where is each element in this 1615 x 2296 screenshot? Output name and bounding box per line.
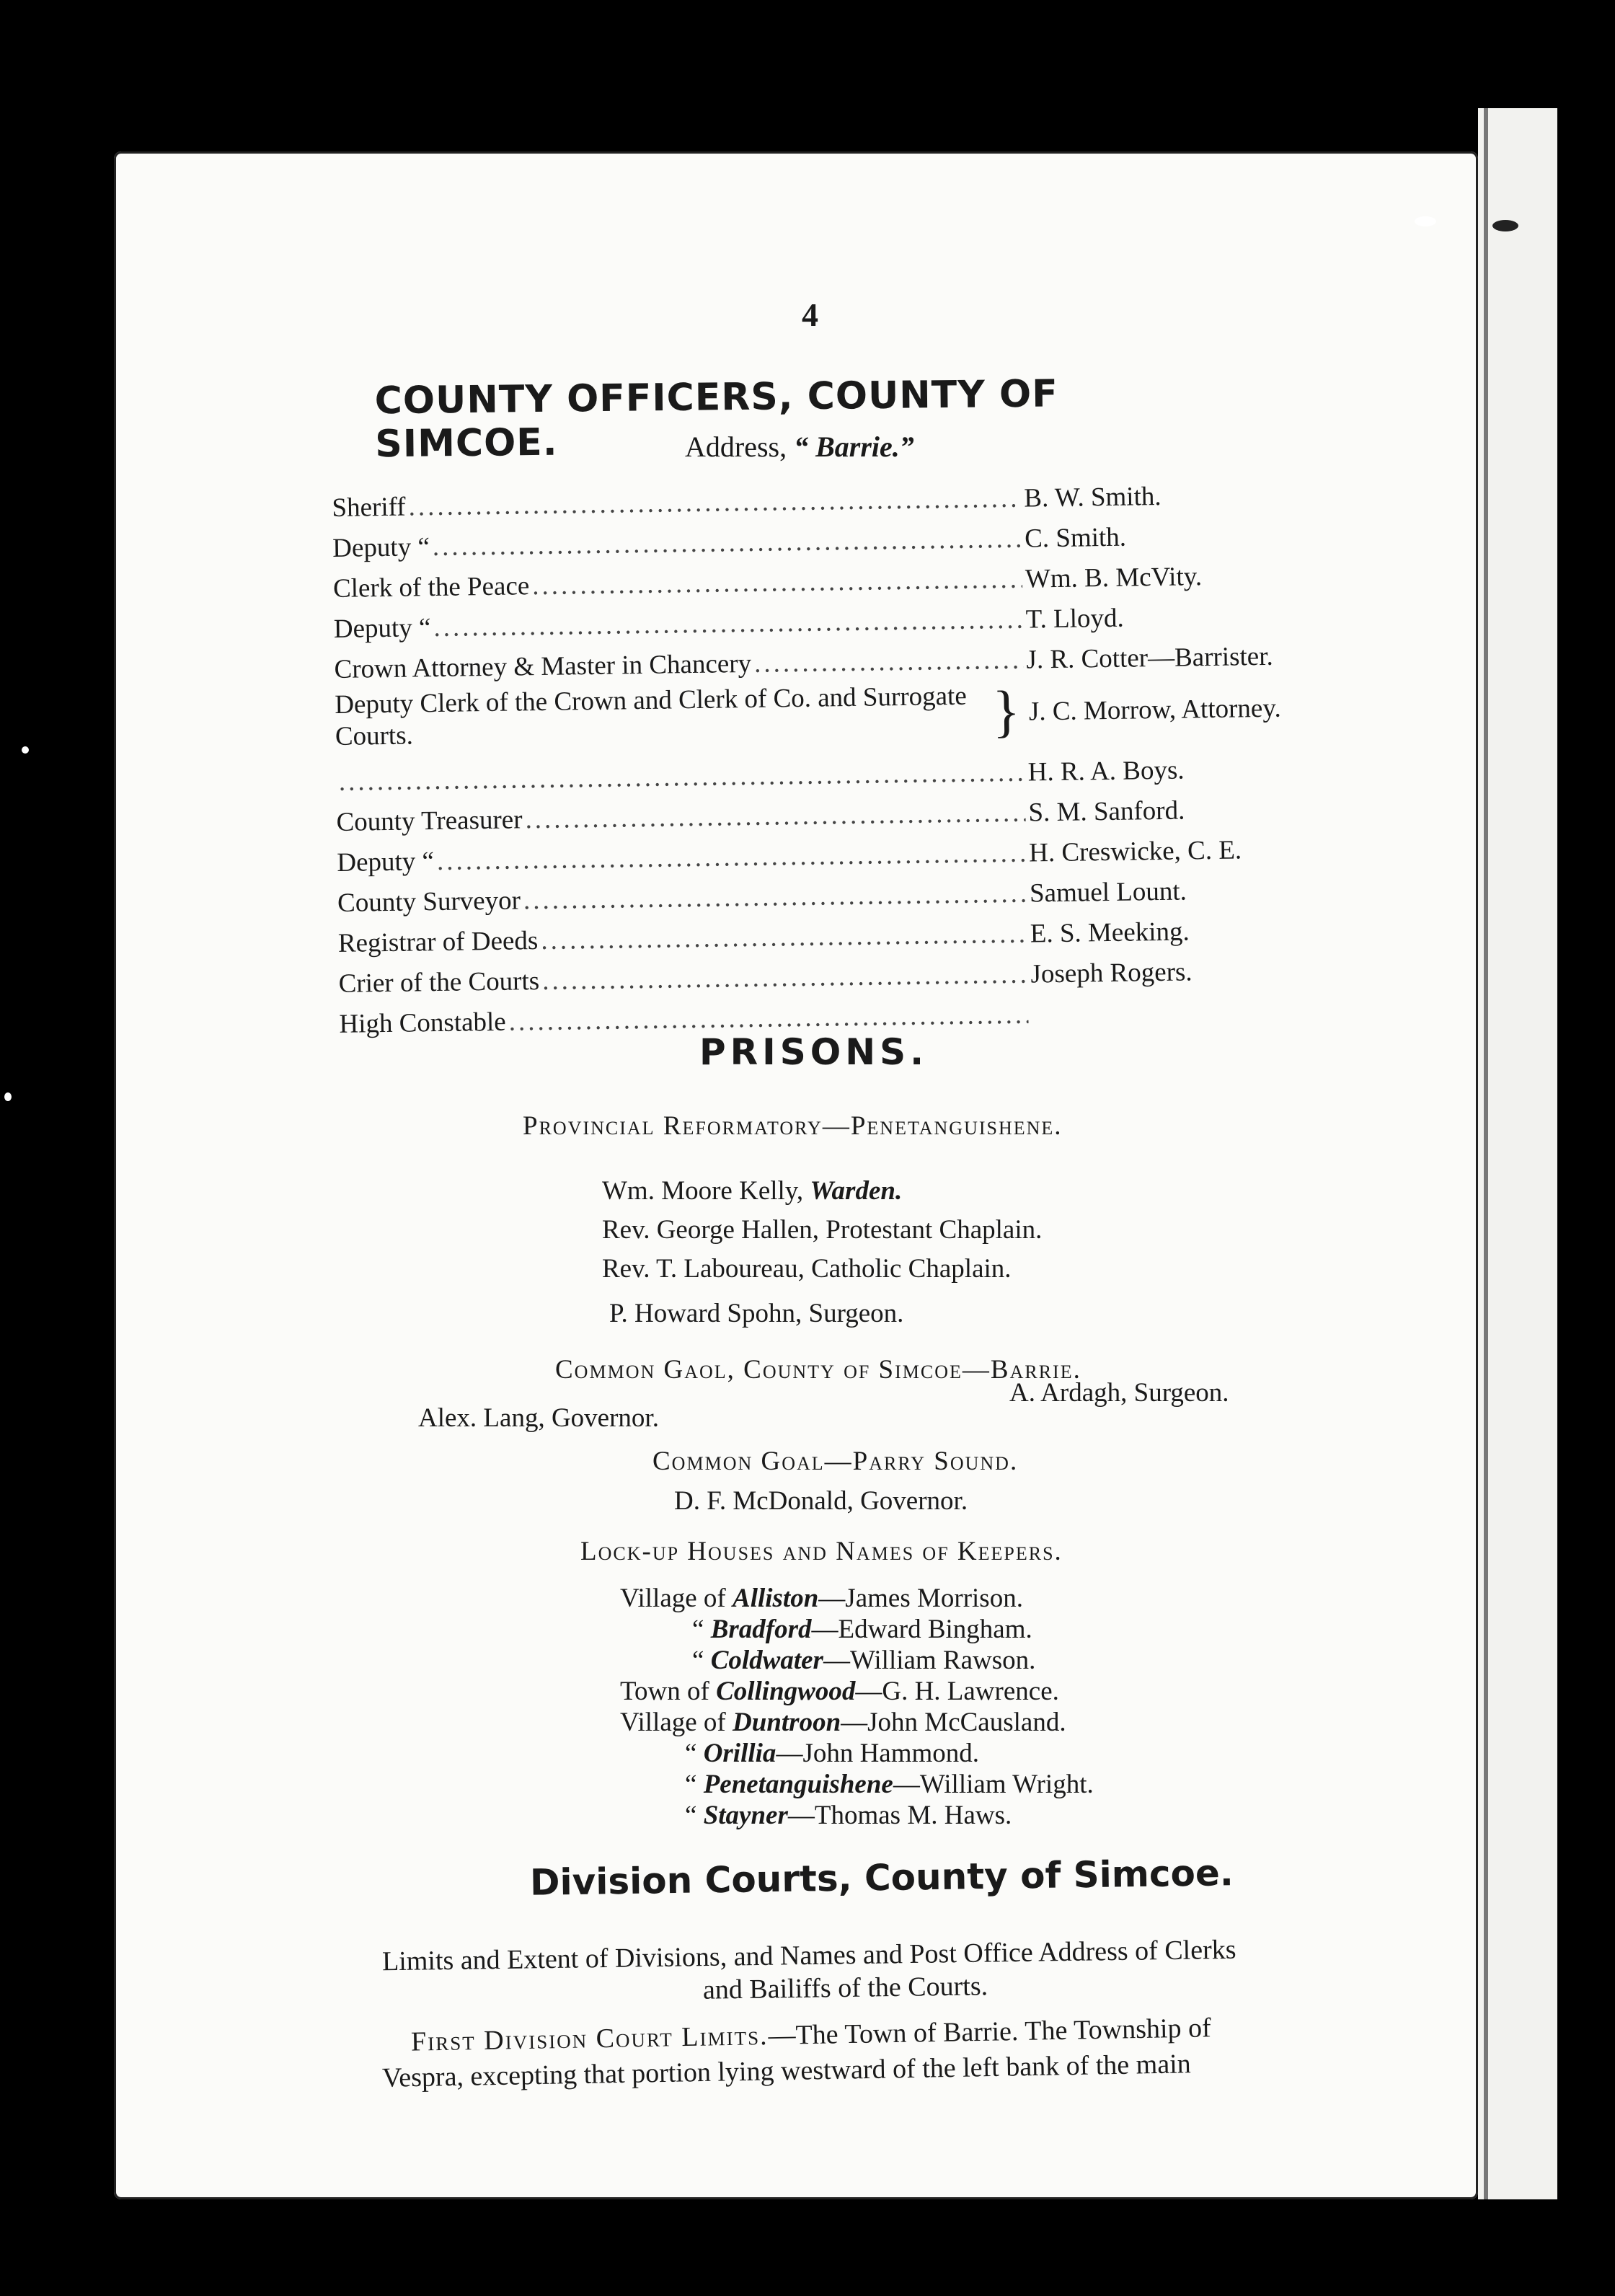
parry-sound-governor: D. F. McDonald, Governor.: [674, 1486, 968, 1516]
adjacent-page-edge: [1478, 108, 1557, 2199]
lockup-place: Penetanguishene: [703, 1770, 893, 1799]
lockup-prefix: “: [685, 1770, 697, 1799]
lockup-row: [685, 1738, 979, 1769]
staff-line: Rev. T. Laboureau, Catholic Chaplain.: [602, 1254, 1012, 1284]
officers-list: [332, 469, 1320, 1040]
lockup-place: Coldwater: [710, 1646, 823, 1675]
officer-name: Samuel Lount.: [1029, 876, 1187, 909]
reformatory-heading: Provincial Reformatory—Penetanguishene.: [523, 1111, 1063, 1141]
page-number: 4: [802, 296, 818, 333]
gaol-heading: Common Gaol, County of Simcoe—Barrie.: [555, 1355, 1081, 1385]
lockup-prefix: “: [685, 1801, 697, 1830]
staff-line: Rev. George Hallen, Protestant Chaplain.: [602, 1215, 1043, 1245]
officer-name: J. R. Cotter—Barrister.: [1026, 641, 1273, 675]
officer-title: High Constable: [339, 1007, 506, 1039]
officer-name: S. M. Sanford.: [1028, 795, 1185, 828]
officer-title: Deputy “: [333, 613, 431, 644]
lockup-prefix: Town of: [620, 1677, 709, 1706]
address-value: “ Barrie.”: [794, 430, 914, 463]
gaol-surgeon: A. Ardagh, Surgeon.: [1009, 1378, 1229, 1408]
lockup-place: Orillia: [703, 1739, 776, 1768]
first-division-label: First Division Court Limits.: [410, 2021, 769, 2057]
officer-name: J. C. Morrow, Attorney.: [1028, 693, 1281, 727]
scan-artifact: [4, 1092, 12, 1101]
gaol-governor: Alex. Lang, Governor.: [418, 1403, 659, 1433]
lockup-place: Stayner: [703, 1801, 788, 1830]
officer-name: E. S. Meeking.: [1030, 917, 1190, 949]
lockup-keeper: —Edward Bingham.: [811, 1615, 1032, 1644]
officer-name: H. Creswicke, C. E.: [1028, 835, 1242, 868]
lockup-place: Duntroon: [733, 1708, 841, 1737]
lockup-row: [685, 1769, 1094, 1800]
lockup-keeper: —Thomas M. Haws.: [787, 1801, 1012, 1830]
lockup-keeper: —James Morrison.: [818, 1584, 1023, 1613]
officer-title: Deputy “: [337, 847, 435, 878]
parry-sound-heading: Common Goal—Parry Sound.: [652, 1447, 1019, 1476]
lockup-place: Bradford: [710, 1615, 812, 1644]
lockup-keeper: —John McCausland.: [841, 1708, 1066, 1737]
leader-dots: [754, 645, 1024, 679]
lockup-keeper: —G. H. Lawrence.: [855, 1677, 1059, 1706]
scan-artifact: [1492, 220, 1518, 231]
lockup-row: [685, 1800, 1012, 1831]
officer-title: Sheriff: [332, 492, 406, 523]
lockup-keeper: —William Rawson.: [823, 1646, 1036, 1675]
lockup-row: [620, 1583, 1023, 1614]
lockup-keeper: —John Hammond.: [776, 1739, 980, 1768]
staff-line: P. Howard Spohn, Surgeon.: [609, 1299, 904, 1328]
staff-line: [602, 1175, 902, 1206]
officer-name: Joseph Rogers.: [1030, 957, 1193, 989]
officer-title: Crown Attorney & Master in Chancery: [334, 648, 752, 684]
address-line: [685, 430, 914, 464]
first-division-line: Vespra, excepting that portion lying westward of the left bank of the main: [381, 2049, 1192, 2093]
staff-role: Warden.: [810, 1176, 903, 1206]
lockup-prefix: “: [692, 1646, 704, 1675]
officer-row: [335, 671, 1316, 757]
lockup-place: Collingwood: [716, 1677, 856, 1706]
division-courts-heading: Division Courts, County of Simcoe.: [529, 1852, 1234, 1904]
officer-name: H. R. A. Boys.: [1027, 755, 1185, 787]
lockup-row: [620, 1707, 1066, 1738]
intro-line: Limits and Extent of Divisions, and Names and Post Office Address of Clerks: [381, 1934, 1236, 1977]
lockup-prefix: “: [692, 1615, 704, 1644]
officer-name: Wm. B. McVity.: [1025, 562, 1203, 594]
scan-artifact: [22, 746, 29, 754]
lockup-prefix: Village of: [620, 1584, 726, 1613]
brace-icon: }: [991, 679, 1021, 743]
lockup-prefix: Village of: [620, 1708, 726, 1737]
officer-title: Deputy “: [332, 532, 430, 563]
first-division-text: —The Town of Barrie. The Township of: [768, 2013, 1212, 2052]
officer-name: B. W. Smith.: [1024, 481, 1162, 513]
lockup-keeper: —William Wright.: [893, 1770, 1094, 1799]
officer-name: T. Lloyd.: [1025, 603, 1125, 635]
officer-title: Deputy Clerk of the Crown and Clerk of Co. and Surrogate Courts.: [335, 681, 968, 751]
lockup-row: [692, 1645, 1035, 1676]
officer-name: C. Smith.: [1024, 522, 1127, 554]
scan-artifact: [1415, 216, 1436, 226]
officer-title: Registrar of Deeds: [337, 926, 539, 958]
lockup-row: [692, 1614, 1032, 1645]
lockup-prefix: “: [685, 1739, 697, 1768]
lockup-row: [620, 1676, 1059, 1707]
lockup-place: Alliston: [733, 1584, 819, 1613]
address-label: Address,: [685, 430, 787, 463]
intro-line: and Bailiffs of the Courts.: [702, 1971, 988, 2005]
officer-title: Crier of the Courts: [338, 966, 540, 999]
officer-title: Clerk of the Peace: [332, 571, 530, 604]
officer-title: County Treasurer: [336, 805, 523, 837]
officer-title: County Surveyor: [337, 886, 521, 918]
lockup-heading: Lock-up Houses and Names of Keepers.: [580, 1537, 1063, 1566]
prisons-heading: PRISONS.: [699, 1031, 929, 1073]
staff-name: Wm. Moore Kelly,: [602, 1176, 804, 1206]
page-title: COUNTY OFFICERS, COUNTY OF SIMCOE.: [374, 372, 1059, 467]
